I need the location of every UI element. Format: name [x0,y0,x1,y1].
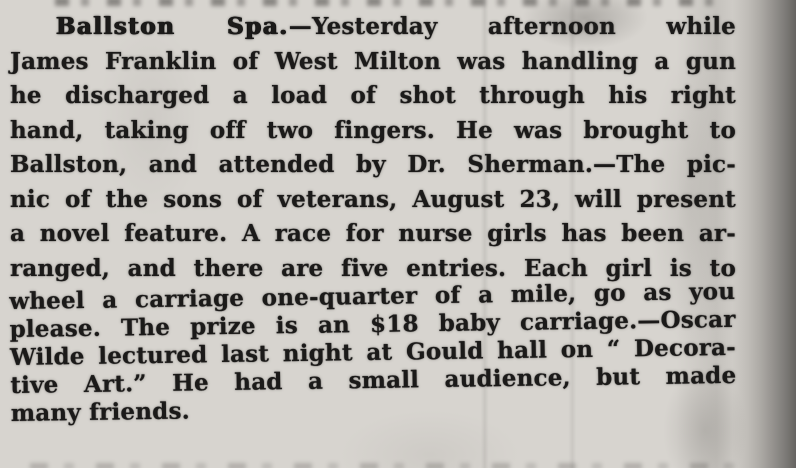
text-line: a novel feature. A race for nurse girls has been ar- [10,220,736,247]
text-line: please. The prize is an $18 baby carriage.—Oscar [9,305,736,344]
text-line: Wilde lectured last night at Gould hall on “ Decora- [9,333,737,371]
text-line: many friends. [10,397,191,427]
scan-artifact-top-edge [55,0,715,6]
scan-artifact-bottom-edge [30,463,750,468]
text-line-rest: —Yesterday afternoon while [288,13,736,40]
article-body-upper [10,10,736,286]
text-line: James Franklin of West Milton was handling a gun [10,47,736,75]
article-body-lower [9,278,737,428]
text-line: he discharged a load of shot through his right [10,82,736,109]
text-line: Ballston, and attended by Dr. Sherman.—The pic- [10,151,736,178]
article-lead-in: Ballston Spa. [56,13,289,40]
text-line [10,10,736,45]
text-line: nic of the sons of veterans, August 23, will present [10,185,736,213]
text-line: wheel a carriage one-quarter of a mile, go as you [9,277,736,316]
text-line: tive Art.” He had a small audience, but made [10,361,737,399]
text-line: hand, taking off two fingers. He was brought to [10,116,736,144]
text-line: ranged, and there are five entries. Each girl is to [10,254,736,282]
